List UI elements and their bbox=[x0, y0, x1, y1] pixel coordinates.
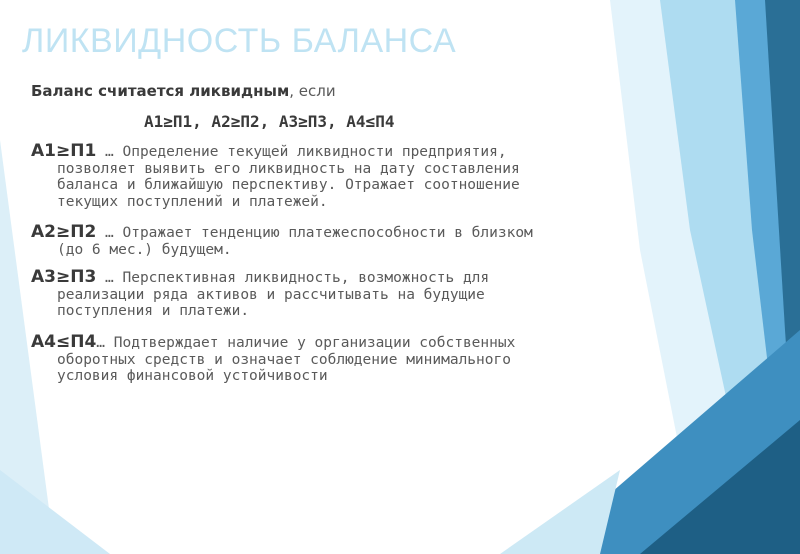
condition-text-line: реализации ряда активов и рассчитывать на будущие bbox=[57, 286, 485, 303]
condition-label: А4≤П4 bbox=[31, 332, 97, 352]
condition-text-line: … Отражает тенденцию платежеспособности в близком bbox=[96, 225, 533, 241]
condition-label: А1≥П1 bbox=[31, 141, 97, 161]
condition-label: А3≥П3 bbox=[31, 267, 97, 287]
condition-text-line: баланса и ближайшую перспективу. Отражает соотношение bbox=[57, 177, 520, 193]
intro-bold-text: Баланс считается ликвидным bbox=[31, 82, 290, 100]
condition-text-line: оборотных средств и означает соблюдение минимального bbox=[57, 351, 511, 368]
condition-text-line: текущих поступлений и платежей. bbox=[57, 193, 328, 210]
condition-item-1 bbox=[31, 143, 571, 210]
condition-text-line: поступления и платежи. bbox=[57, 303, 250, 319]
condition-text-line: позволяет выявить его ликвидность на дату составления bbox=[57, 160, 520, 177]
condition-item-4 bbox=[31, 334, 571, 385]
condition-item-2 bbox=[31, 224, 571, 258]
intro-rest-text: , если bbox=[289, 82, 336, 100]
intro-line bbox=[31, 82, 336, 100]
slide-title: ЛИКВИДНОСТЬ БАЛАНСА bbox=[22, 22, 457, 60]
condition-text-line: … Подтверждает наличие у организации собственных bbox=[96, 335, 516, 351]
condition-text-line: … Перспективная ликвидность, возможность для bbox=[96, 270, 490, 286]
condition-item-3 bbox=[31, 269, 571, 320]
condition-label: А2≥П2 bbox=[31, 222, 97, 242]
liquidity-formula: А1≥П1, А2≥П2, А3≥П3, А4≤П4 bbox=[144, 112, 395, 131]
condition-text-line: условия финансовой устойчивости bbox=[57, 368, 328, 384]
condition-text-line: … Определение текущей ликвидности предприятия, bbox=[96, 144, 507, 160]
condition-text-line: (до 6 мес.) будущем. bbox=[57, 241, 232, 258]
